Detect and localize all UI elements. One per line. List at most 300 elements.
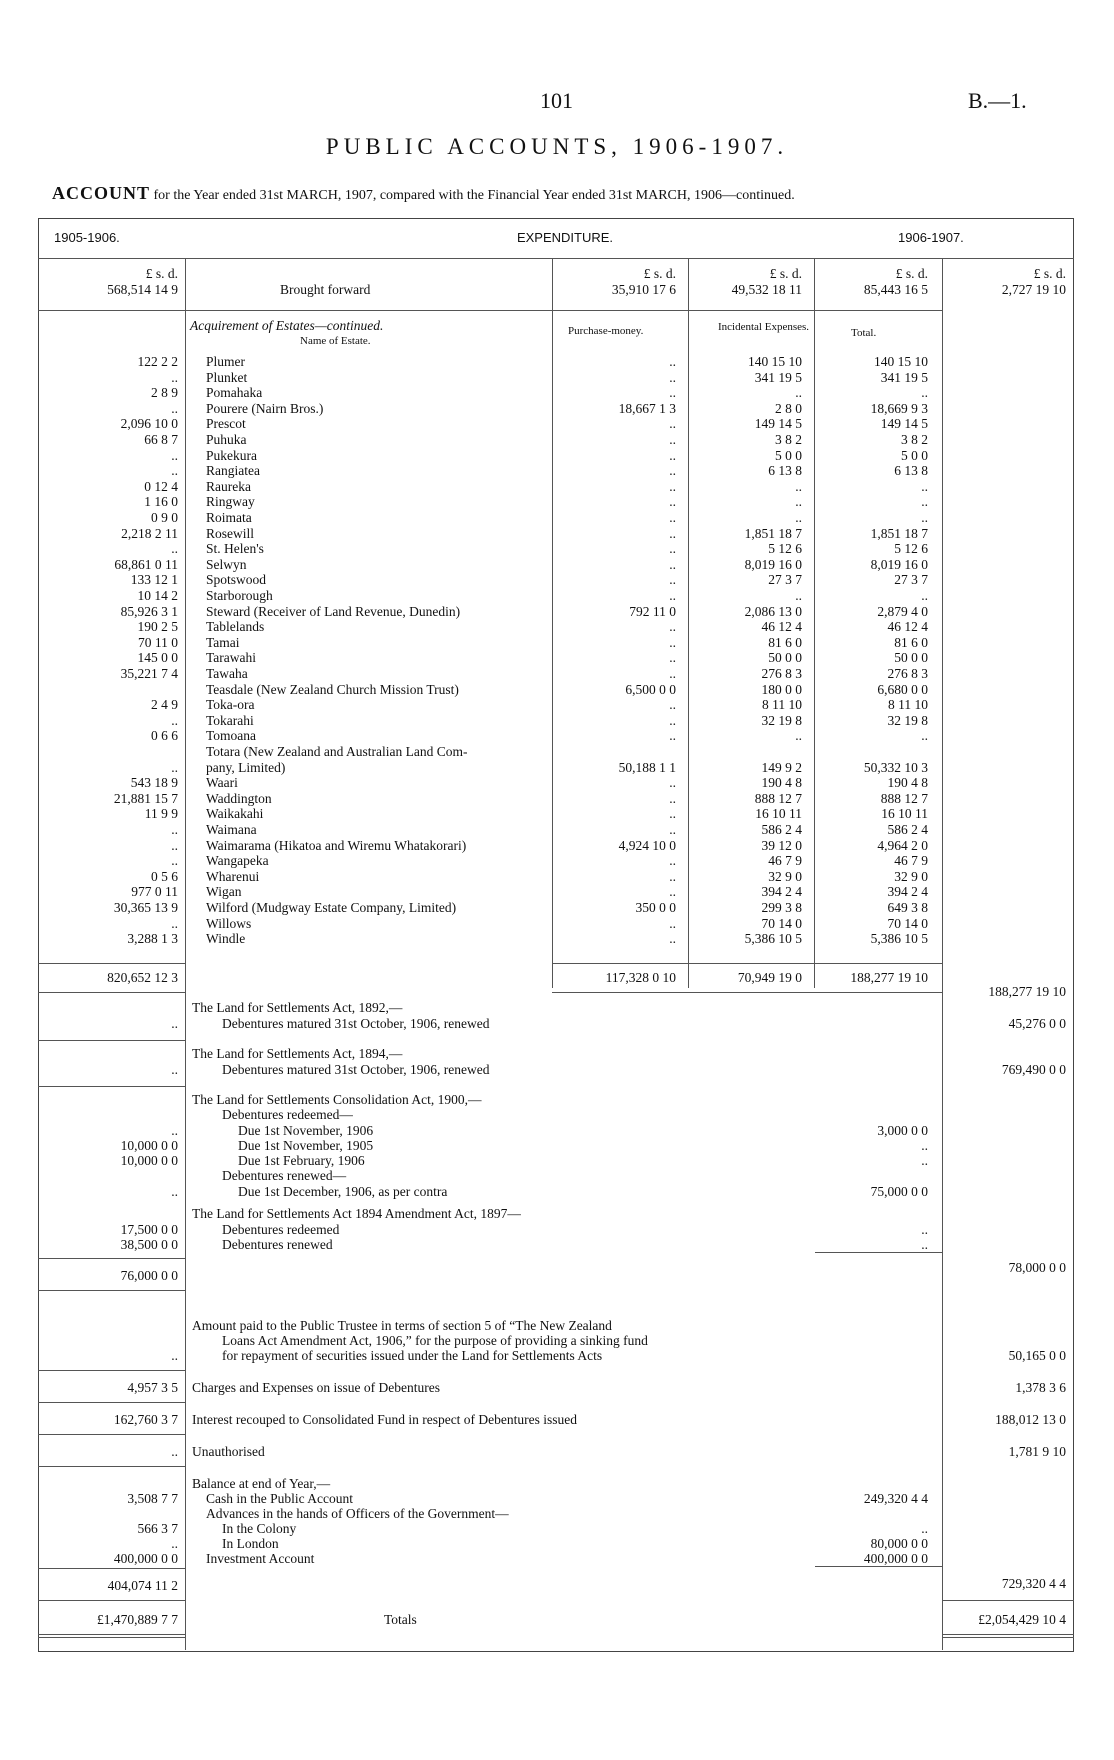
estate-name: Tamai [206,635,240,650]
amount: .. [921,1222,928,1237]
trustee-line: for repayment of securities issued under the Land for Settlements Acts [222,1348,603,1363]
estate-prev-amount: 0 6 6 [151,728,178,743]
purchase-heading: Purchase-money. [568,325,644,337]
prev-subtotal: 76,000 0 0 [120,1268,178,1283]
estate-name: Pourere (Nairn Bros.) [206,401,324,416]
estate-total: 1,851 18 7 [870,526,928,541]
estate-prev-amount: .. [171,463,178,478]
estate-incidental: 27 3 7 [768,572,802,587]
amount: 75,000 0 0 [870,1184,928,1199]
estate-prev-amount: .. [171,853,178,868]
estate-purchase: .. [669,588,676,603]
estate-purchase: .. [669,526,676,541]
grand-amount: 1,781 9 10 [1008,1444,1066,1459]
estate-prev-amount: 35,221 7 4 [120,666,178,681]
estate-name: Prescot [206,416,246,431]
debenture-line: Due 1st November, 1905 [238,1138,374,1153]
estate-name: Tablelands [206,619,265,634]
amount: .. [921,1138,928,1153]
estate-purchase: .. [669,448,676,463]
incidental-heading: Incidental Expenses. [718,321,810,333]
estates-incidental-total: 70,949 19 0 [737,970,802,985]
estate-incidental: 394 2 4 [761,884,802,899]
estate-incidental: 1,851 18 7 [744,526,802,541]
prev-amount: .. [171,1123,178,1138]
debenture-line: Debentures renewed [222,1237,333,1252]
estate-purchase: .. [669,510,676,525]
rule [38,1466,186,1467]
rule [38,1568,186,1569]
parliamentary-ref: B.—1. [968,88,1027,113]
estate-incidental: 586 2 4 [761,822,802,837]
grand-amount: 729,320 4 4 [1001,1576,1066,1591]
unit-heading: £ s. d. [145,266,178,281]
estate-total: 4,964 2 0 [877,838,928,853]
debenture-line: Due 1st February, 1906 [238,1153,365,1168]
estate-prev-amount: .. [171,370,178,385]
estate-name: Raureka [206,479,251,494]
estate-total: 5 12 6 [894,541,928,556]
rule [38,1634,186,1635]
rule [815,1566,942,1567]
prev-subtotal: 404,074 11 2 [107,1578,178,1593]
rule [942,1634,1074,1635]
estate-purchase: .. [669,713,676,728]
page-title: PUBLIC ACCOUNTS, 1906-1907. [325,134,789,159]
rule [38,1637,186,1638]
account-subtitle: for the Year ended 31st MARCH, 1907, compared with the Financial Year ended 31st MARCH, 1906—continued. [153,188,795,203]
estate-incidental: 341 19 5 [754,370,802,385]
act-heading: The Land for Settlements Act, 1892,— [192,1000,403,1015]
estate-total: .. [921,479,928,494]
estate-name: Wilford (Mudgway Estate Company, Limited) [206,900,457,915]
estate-purchase: .. [669,775,676,790]
estate-name: Waikakahi [206,806,264,821]
estate-total: 3 8 2 [901,432,928,447]
estate-prev-amount: .. [171,448,178,463]
grand-total: £2,054,429 10 4 [978,1612,1066,1627]
estate-name: Toka-ora [206,697,255,712]
estate-incidental: 5 12 6 [768,541,802,556]
estate-prev-amount: .. [171,401,178,416]
estate-name: Plunket [206,370,248,385]
estate-total: 649 3 8 [887,900,928,915]
estate-name: Tawaha [206,666,248,681]
rule [815,1252,942,1253]
estate-incidental: 2 8 0 [775,401,802,416]
unit-heading: £ s. d. [643,266,676,281]
estate-name: Rosewill [206,526,255,541]
debenture-line: Due 1st November, 1906 [238,1123,374,1138]
name-of-estate-heading: Name of Estate. [300,335,371,347]
estate-name: Waari [206,775,238,790]
estate-purchase: .. [669,650,676,665]
estate-prev-amount: 21,881 15 7 [113,791,178,806]
estate-total: 27 3 7 [894,572,928,587]
debenture-line: Debentures matured 31st October, 1906, renewed [222,1016,490,1031]
estate-prev-amount: 145 0 0 [137,650,178,665]
debenture-line: Debentures redeemed— [222,1107,353,1122]
rule [38,1086,186,1087]
estate-total: 81 6 0 [894,635,928,650]
estate-total: 6,680 0 0 [877,682,928,697]
amount: 80,000 0 0 [870,1536,928,1551]
estate-purchase: .. [669,666,676,681]
estate-purchase: .. [669,806,676,821]
page-number: 101 [540,88,573,113]
estate-prev-amount: 133 12 1 [130,572,178,587]
prev-amount: 3,508 7 7 [127,1491,178,1506]
estate-total: 18,669 9 3 [870,401,928,416]
estate-prev-amount: 1 16 0 [144,494,178,509]
estate-incidental: 6 13 8 [768,463,802,478]
estate-total: 5,386 10 5 [870,931,928,946]
estate-purchase: .. [669,697,676,712]
estate-purchase: .. [669,354,676,369]
act-heading: The Land for Settlements Act, 1894,— [192,1046,403,1061]
estate-name: Willows [206,916,252,931]
estate-purchase: 4,924 10 0 [618,838,676,853]
estate-incidental: 5 0 0 [775,448,802,463]
estate-incidental: 190 4 8 [761,775,802,790]
brought-purchase: 35,910 17 6 [611,282,676,297]
estate-prev-amount: .. [171,713,178,728]
estate-total: 32 9 0 [894,869,928,884]
estate-prev-amount: 2 4 9 [151,697,178,712]
total-heading: Total. [851,327,877,339]
estate-purchase: 6,500 0 0 [625,682,676,697]
estate-purchase: .. [669,916,676,931]
brought-total: 85,443 16 5 [863,282,928,297]
rule [38,310,942,311]
rule [552,963,942,964]
prev-amount: .. [171,1536,178,1551]
estate-prev-amount: 30,365 13 9 [113,900,178,915]
prev-amount: 400,000 0 0 [113,1551,178,1566]
rule [38,963,186,964]
estates-prev-total: 820,652 12 3 [107,970,178,985]
rule [38,1040,186,1041]
estate-purchase: .. [669,432,676,447]
trustee-line: Amount paid to the Public Trustee in terms of section 5 of “The New Zealand [192,1318,612,1333]
estate-total: .. [921,588,928,603]
estate-name: Ringway [206,494,255,509]
estate-purchase: .. [669,822,676,837]
estate-name: Tomoana [206,728,257,743]
estate-incidental: 32 9 0 [768,869,802,884]
estate-purchase: .. [669,370,676,385]
grand-amount: 769,490 0 0 [1001,1062,1066,1077]
balance-line: Advances in the hands of Officers of the Government— [206,1506,509,1521]
estate-name: Rangiatea [206,463,260,478]
estate-total: 190 4 8 [887,775,928,790]
estate-purchase: 18,667 1 3 [618,401,676,416]
estates-grand: 188,277 19 10 [988,984,1066,999]
estate-prev-amount: 68,861 0 11 [114,557,178,572]
estate-prev-amount: .. [171,838,178,853]
act-heading: The Land for Settlements Consolidation Act, 1900,— [192,1092,482,1107]
balance-line: In London [222,1536,279,1551]
estate-total: .. [921,510,928,525]
estate-prev-amount: 3,288 1 3 [127,931,178,946]
estate-prev-amount: .. [171,760,178,775]
prev-amount: 17,500 0 0 [120,1222,178,1237]
unit-heading: £ s. d. [895,266,928,281]
estate-purchase: .. [669,541,676,556]
prev-amount: .. [171,1184,178,1199]
estate-total: 341 19 5 [880,370,928,385]
estate-prev-amount: 0 12 4 [144,479,178,494]
estate-incidental: 8 11 10 [762,697,802,712]
balance-line: Investment Account [206,1551,315,1566]
amount: 249,320 4 4 [863,1491,928,1506]
estate-prev-amount: 66 8 7 [144,432,178,447]
estate-total: 149 14 5 [880,416,928,431]
estate-incidental: 2,086 13 0 [744,604,802,619]
rule [942,1637,1074,1638]
prev-amount: .. [171,1062,178,1077]
estate-prev-amount: 977 0 11 [131,884,178,899]
estate-incidental: 8,019 16 0 [744,557,802,572]
debenture-line: Debentures renewed— [222,1168,347,1183]
estate-incidental: 276 8 3 [761,666,802,681]
interest-label: Interest recouped to Consolidated Fund in respect of Debentures issued [192,1412,578,1427]
estate-prev-amount: 10 14 2 [137,588,178,603]
estate-name: Roimata [206,510,252,525]
prev-amount: .. [171,1444,178,1459]
estates-purchase-total: 117,328 0 10 [605,970,676,985]
rule [38,992,186,993]
unit-heading: £ s. d. [1033,266,1066,281]
column-rule-grand-left [942,258,943,1650]
estate-purchase: .. [669,463,676,478]
estate-name: Waimana [206,822,257,837]
estate-total: 8 11 10 [888,697,928,712]
estate-name: Spotswood [206,572,267,587]
estate-total: 276 8 3 [887,666,928,681]
estate-total: 46 7 9 [894,853,928,868]
estate-purchase: .. [669,557,676,572]
estate-name: Tarawahi [206,650,257,665]
estate-name: St. Helen's [206,541,264,556]
header-rule [38,258,1074,259]
estate-name: Wigan [206,884,242,899]
estate-prev-amount: 70 11 0 [138,635,178,650]
estate-purchase: .. [669,479,676,494]
estate-total: 6 13 8 [894,463,928,478]
account-label: ACCOUNT [52,183,151,203]
estate-incidental: 50 0 0 [768,650,802,665]
estate-name: Waimarama (Hikatoa and Wiremu Whatakorari) [206,838,467,853]
col-head-1906: 1906-1907. [898,230,964,245]
estate-total: 140 15 10 [874,354,928,369]
estate-prev-amount: 543 18 9 [130,775,178,790]
estate-incidental: 299 3 8 [761,900,802,915]
estate-incidental: 46 7 9 [768,853,802,868]
debenture-line: Due 1st December, 1906, as per contra [238,1184,448,1199]
charges-label: Charges and Expenses on issue of Debentures [192,1380,440,1395]
estate-incidental: 149 9 2 [761,760,802,775]
estate-incidental: 5,386 10 5 [744,931,802,946]
account-heading [52,183,795,204]
estate-purchase: .. [669,853,676,868]
estate-purchase: .. [669,791,676,806]
estate-name: Puhuka [206,432,247,447]
rule [942,1600,1074,1601]
estate-incidental: 81 6 0 [768,635,802,650]
grand-amount: 45,276 0 0 [1008,1016,1066,1031]
prev-amount: 4,957 3 5 [127,1380,178,1395]
column-rule-prev [185,258,186,1650]
grand-amount: 50,165 0 0 [1008,1348,1066,1363]
estate-total: 2,879 4 0 [877,604,928,619]
estate-purchase: .. [669,619,676,634]
estate-prev-amount: 0 9 0 [151,510,178,525]
rule [38,1600,186,1601]
rule [552,992,942,993]
estate-total: 8,019 16 0 [870,557,928,572]
estate-incidental: 16 10 11 [755,806,802,821]
estate-prev-amount: 2,096 10 0 [120,416,178,431]
prev-amount: 38,500 0 0 [120,1237,178,1252]
estate-total: 586 2 4 [887,822,928,837]
estate-total: 50,332 10 3 [863,760,928,775]
estate-incidental: 149 14 5 [754,416,802,431]
grand-amount: 78,000 0 0 [1008,1260,1066,1275]
estate-purchase: .. [669,884,676,899]
estate-incidental: 46 12 4 [761,619,802,634]
estate-prev-amount: 0 5 6 [151,869,178,884]
estate-purchase: .. [669,869,676,884]
estate-total: 50 0 0 [894,650,928,665]
estate-purchase: .. [669,494,676,509]
estate-total: 16 10 11 [881,806,928,821]
estate-total: 32 19 8 [887,713,928,728]
estate-name: Pukekura [206,448,257,463]
prev-grand-total: £1,470,889 7 7 [97,1612,178,1627]
prev-amount: 10,000 0 0 [120,1138,178,1153]
unauthorised-label: Unauthorised [192,1444,265,1459]
brought-forward-label: Brought forward [280,282,371,297]
estate-prev-amount: 2,218 2 11 [121,526,178,541]
estate-total: .. [921,728,928,743]
estate-name: Teasdale (New Zealand Church Mission Trust) [206,682,459,697]
unit-heading: £ s. d. [769,266,802,281]
estate-purchase: .. [669,728,676,743]
estate-incidental: 888 12 7 [754,791,802,806]
grand-amount: 1,378 3 6 [1015,1380,1066,1395]
estate-incidental: .. [795,728,802,743]
rule [38,1290,186,1291]
estate-purchase: 350 0 0 [635,900,676,915]
act-heading: The Land for Settlements Act 1894 Amendment Act, 1897— [192,1206,521,1221]
estate-name: Plumer [206,354,245,369]
estate-name: Windle [206,931,246,946]
prev-amount: 162,760 3 7 [113,1412,178,1427]
estate-name: Waddington [206,791,272,806]
estate-purchase: .. [669,572,676,587]
estate-name: Steward (Receiver of Land Revenue, Dunedin) [206,604,461,619]
estate-incidental: .. [795,479,802,494]
estate-name: Tokarahi [206,713,254,728]
estate-incidental: 140 15 10 [748,354,802,369]
rule [38,1258,186,1259]
rule [38,1402,186,1403]
estate-name: Wharenui [206,869,260,884]
estate-incidental: .. [795,510,802,525]
estate-incidental: 180 0 0 [761,682,802,697]
prev-amount: 566 3 7 [137,1521,178,1536]
amount: .. [921,1521,928,1536]
estate-total: 394 2 4 [887,884,928,899]
estate-name: Wangapeka [206,853,269,868]
brought-grand: 2,727 19 10 [1001,282,1066,297]
section-heading: Acquirement of Estates—continued. [190,318,384,333]
estate-prev-amount: 11 9 9 [144,806,178,821]
estate-incidental: .. [795,588,802,603]
estate-incidental: 39 12 0 [761,838,802,853]
estate-total: 46 12 4 [887,619,928,634]
rule [38,1370,186,1371]
estate-incidental: 32 19 8 [761,713,802,728]
estate-name: Pomahaka [206,385,263,400]
estate-prev-amount: .. [171,916,178,931]
totals-label: Totals [384,1612,417,1627]
estate-prev-amount: 122 2 2 [137,354,178,369]
estate-name: pany, Limited) [206,760,286,775]
estate-prev-amount: 190 2 5 [137,619,178,634]
amount: 3,000 0 0 [877,1123,928,1138]
balance-line: Cash in the Public Account [206,1491,353,1506]
estate-prev-amount: 2 8 9 [151,385,178,400]
brought-incidental: 49,532 18 11 [731,282,802,297]
balance-heading: Balance at end of Year,— [192,1476,331,1491]
estate-purchase: .. [669,416,676,431]
estate-purchase: 50,188 1 1 [618,760,676,775]
estate-purchase: 792 11 0 [629,604,676,619]
estate-total: 888 12 7 [880,791,928,806]
estate-incidental: 3 8 2 [775,432,802,447]
rule [38,1434,186,1435]
estate-total: 5 0 0 [901,448,928,463]
estate-prev-amount: 85,926 3 1 [120,604,178,619]
col-head-1905: 1905-1906. [54,230,120,245]
estate-name: Totara (New Zealand and Australian Land Com- [206,744,468,759]
estate-name: Starborough [206,588,273,603]
estate-incidental: .. [795,494,802,509]
prev-amount: .. [171,1348,178,1363]
prev-amount: 10,000 0 0 [120,1153,178,1168]
estate-name: Selwyn [206,557,247,572]
estate-prev-amount: .. [171,822,178,837]
estate-incidental: 70 14 0 [761,916,802,931]
estate-prev-amount: .. [171,541,178,556]
amount: .. [921,1153,928,1168]
amount: 400,000 0 0 [863,1551,928,1566]
col-head-expenditure: EXPENDITURE. [516,230,614,245]
trustee-line: Loans Act Amendment Act, 1906,” for the purpose of providing a sinking fund [222,1333,648,1348]
estate-total: .. [921,494,928,509]
debenture-line: Debentures matured 31st October, 1906, renewed [222,1062,490,1077]
estate-purchase: .. [669,931,676,946]
brought-prev: 568,514 14 9 [107,282,178,297]
estate-incidental: .. [795,385,802,400]
estate-purchase: .. [669,635,676,650]
amount: .. [921,1237,928,1252]
debenture-line: Debentures redeemed [222,1222,340,1237]
estate-total: .. [921,385,928,400]
grand-amount: 188,012 13 0 [995,1412,1066,1427]
